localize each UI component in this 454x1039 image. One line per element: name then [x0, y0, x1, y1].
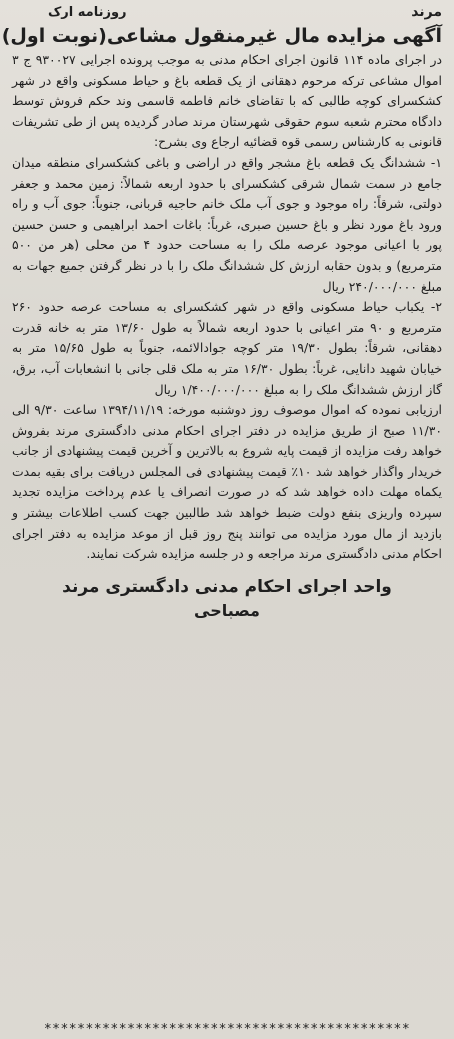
notice-intro: در اجرای ماده ۱۱۴ قانون اجرای احکام مدنی به موجب پرونده اجرایی ۹۳۰۰۲۷ ج ۳ اموال مشاعی ترکه مرحوم دهقانی از یک قطعه باغ و حیاط مسکونی واقع در شهر کشکسرای کوچه طالبی که با تقاضای خانم فاطمه قاسمی وند حکم فروش توسط دادگاه محترم شعبه سوم حقوقی شهرستان مرند صادر گردیده پس از طی تشریفات قانونی به کارشناس رسمی قوه قضائیه ارجاع وی بشرح:	[12, 52, 442, 150]
issuer-name: مصباحی	[194, 600, 260, 620]
notice-auction-terms: ارزیابی نموده که اموال موصوف روز دوشنبه مورخه: ۱۳۹۴/۱۱/۱۹ ساعت ۹/۳۰ الی ۱۱/۳۰ صبح از طریق مزایده در دفتر اجرای احکام مدنی دادگستری مرند بفروش خواهد رفت مزایده از قیمت پایه شروع به بالاترین و آخرین قیمت پیشنهادی از جانب خریدار واگذار خواهد شد ۱۰٪ قیمت پیشنهادی فی المجلس دریافت برای بقیه بمدت یکماه مهلت داده خواهد شد که در صورت انصراف یا عدم پرداخت مزایده تجدید سپرده واریزی بنفع دولت ضبط خواهد شد طالبین جهت کسب اطلاعات بیشتر و بازدید از مال مورد مزایده می توانند پنج روز قبل از موعد مزایده به دفتر اجرای احکام مدنی دادگستری مرند مراجعه و در جلسه مزایده شرکت نمایند.	[12, 402, 442, 562]
masthead	[12, 4, 442, 24]
notice-item-1: ۱- ششدانگ یک قطعه باغ مشجر واقع در اراضی و باغی کشکسرای منطقه میدان جامع در سمت شمال شرقی کشکسرای با حدود اربعه شمالاً: زمین محمد و جعفر دولتی، شرقاً: راه موجود و جوی آب ملک خانم حاجیه قربانی، جنوباً: جوی آب و راه ورود باغ مورد نظر و باغ حسین صبری، غرباً: باغات احمد ابراهیمی و حسن حسین پور با اعیانی موجود عرصه ملک را به مساحت حدود ۴ من محلی (هر من ۵۰۰ مترمربع) و بدون حقابه ارزش کل ششدانگ ملک را با در نظر گرفتن جمیع جهات به مبلغ ۲۴۰/۰۰۰/۰۰۰ ریال	[12, 154, 442, 294]
issuer-unit: واحد اجرای احکام مدنی دادگستری مرند	[62, 576, 392, 597]
notice-title: آگهی مزایده مال غیرمنقول مشاعی(نوبت اول)	[1, 25, 442, 47]
notice-body	[12, 50, 442, 565]
masthead-newspaper: روزنامه ارک	[48, 5, 127, 20]
notice-item-2: ۲- یکباب حیاط مسکونی واقع در شهر کشکسرای به مساحت عرصه حدود ۲۶۰ مترمربع و ۹۰ متر اعیانی با حدود اربعه شمالاً به طول ۱۳/۶۰ متر به خانه قدرت دهقانی، شرقاً: بطول ۱۹/۳۰ متر کوچه جوادالائمه، جنوباً به طول ۱۵/۶۵ متر به خیابان شهید دانایی، غرباً: بطول ۱۶/۳۰ متر به ملک قلی جانی با انشعابات آب، برق، گاز ارزش ششدانگ ملک را به مبلغ ۱/۴۰۰/۰۰۰/۰۰۰ ریال	[12, 299, 443, 397]
star-divider: ********************************************	[43, 1022, 411, 1037]
masthead-city: مرند	[411, 4, 442, 20]
